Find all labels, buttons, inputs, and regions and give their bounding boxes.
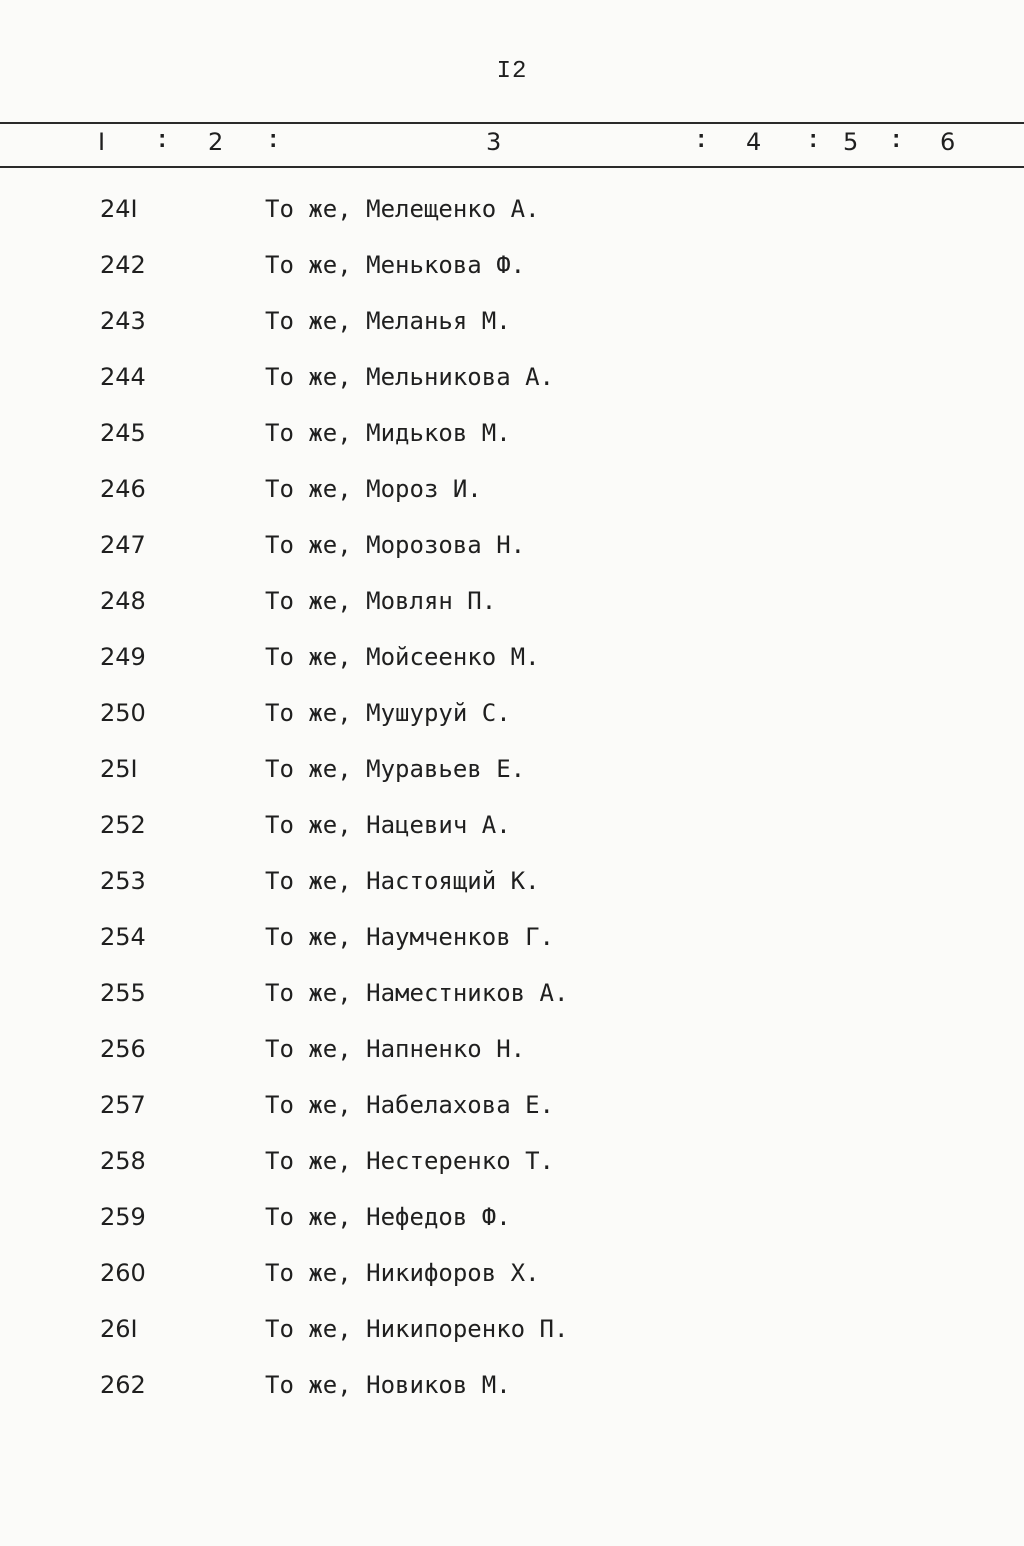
- list-item: [0, 699, 1024, 755]
- column-header-6: 6: [940, 128, 956, 156]
- entry-text: То же, Нацевич А.: [265, 811, 511, 839]
- entry-text: То же, Мойсеенко М.: [265, 643, 540, 671]
- entry-number: 259: [100, 1203, 146, 1231]
- entry-text: То же, Наумченков Г.: [265, 923, 554, 951]
- list-item: [0, 475, 1024, 531]
- list-item: [0, 1035, 1024, 1091]
- entry-number: 24I: [100, 195, 138, 223]
- entry-text: То же, Мовлян П.: [265, 587, 497, 615]
- entry-number: 246: [100, 475, 146, 503]
- entry-text: То же, Мороз И.: [265, 475, 482, 503]
- list-item: [0, 587, 1024, 643]
- entry-text: То же, Нестеренко Т.: [265, 1147, 554, 1175]
- entry-number: 255: [100, 979, 146, 1007]
- entry-number: 26I: [100, 1315, 138, 1343]
- entry-number: 262: [100, 1371, 146, 1399]
- entry-text: То же, Настоящий К.: [265, 867, 540, 895]
- entry-text: То же, Мелещенко А.: [265, 195, 540, 223]
- entry-text: То же, Менькова Ф.: [265, 251, 526, 279]
- entry-text: То же, Никифоров Х.: [265, 1259, 540, 1287]
- page-number: I2: [496, 58, 528, 85]
- list-item: [0, 755, 1024, 811]
- header-top-rule: [0, 122, 1024, 124]
- column-header-5: 5: [843, 128, 859, 156]
- entry-text: То же, Меланья М.: [265, 307, 511, 335]
- entry-text: То же, Наместников А.: [265, 979, 569, 1007]
- entry-number: 248: [100, 587, 146, 615]
- list-item: [0, 531, 1024, 587]
- entry-number: 245: [100, 419, 146, 447]
- entry-text: То же, Напненко Н.: [265, 1035, 526, 1063]
- list-item: [0, 867, 1024, 923]
- list-item: [0, 1091, 1024, 1147]
- entry-text: То же, Набелахова Е.: [265, 1091, 554, 1119]
- entry-text: То же, Мельникова А.: [265, 363, 554, 391]
- entry-number: 254: [100, 923, 146, 951]
- list-item: [0, 307, 1024, 363]
- entry-number: 256: [100, 1035, 146, 1063]
- entry-number: 253: [100, 867, 146, 895]
- entry-number: 249: [100, 643, 146, 671]
- list-item: [0, 1371, 1024, 1427]
- entry-number: 247: [100, 531, 146, 559]
- list-item: [0, 643, 1024, 699]
- column-header-4: 4: [746, 128, 762, 156]
- entry-number: 258: [100, 1147, 146, 1175]
- column-header-2: 2: [208, 128, 224, 156]
- entry-number: 242: [100, 251, 146, 279]
- entry-text: То же, Нефедов Ф.: [265, 1203, 511, 1231]
- list-item: [0, 419, 1024, 475]
- list-item: [0, 251, 1024, 307]
- entry-text: То же, Мидьков М.: [265, 419, 511, 447]
- column-header-3: 3: [486, 128, 502, 156]
- list-item: [0, 923, 1024, 979]
- entry-text: То же, Морозова Н.: [265, 531, 526, 559]
- list-item: [0, 1203, 1024, 1259]
- entry-number: 25I: [100, 755, 138, 783]
- list-item: [0, 1147, 1024, 1203]
- entry-number: 252: [100, 811, 146, 839]
- column-separator: :: [155, 128, 170, 155]
- column-separator: :: [266, 128, 281, 155]
- column-separator: :: [889, 128, 904, 155]
- entry-number: 260: [100, 1259, 146, 1287]
- entry-number: 243: [100, 307, 146, 335]
- column-separator: :: [694, 128, 709, 155]
- entry-text: То же, Муравьев Е.: [265, 755, 526, 783]
- entry-number: 244: [100, 363, 146, 391]
- header-bottom-rule: [0, 166, 1024, 168]
- column-separator: :: [806, 128, 821, 155]
- entry-text: То же, Никипоренко П.: [265, 1315, 569, 1343]
- list-item: [0, 363, 1024, 419]
- list-item: [0, 811, 1024, 867]
- register-list: [0, 195, 1024, 1427]
- list-item: [0, 195, 1024, 251]
- list-item: [0, 979, 1024, 1035]
- list-item: [0, 1315, 1024, 1371]
- entry-number: 250: [100, 699, 146, 727]
- list-item: [0, 1259, 1024, 1315]
- entry-number: 257: [100, 1091, 146, 1119]
- column-header-1: I: [98, 128, 106, 156]
- entry-text: То же, Новиков М.: [265, 1371, 511, 1399]
- entry-text: То же, Мушуруй С.: [265, 699, 511, 727]
